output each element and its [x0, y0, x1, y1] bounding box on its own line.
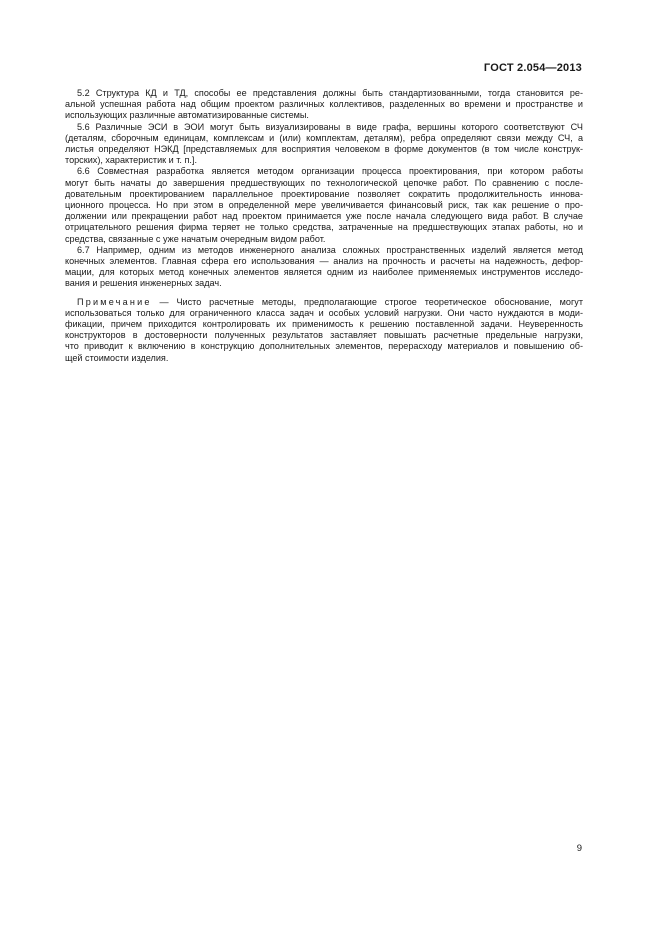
- text-line: средства, связанные с уже начатым очередным видом работ.: [65, 233, 326, 244]
- note-text: Чисто расчетные методы, предполагающие строгое теоретическое обоснование, могут: [176, 296, 583, 307]
- note-line: фикации, причем приходится контролировать их применимость к решению поставленной задачи. Неуверенность: [65, 319, 583, 330]
- text-line: конечных элементов. Главная сфера его использования — анализ на прочность и расчеты на надежность, дефор-: [65, 256, 583, 267]
- paragraph-5-6: [65, 121, 583, 167]
- paragraph-6-7: [65, 244, 583, 290]
- note-line: использоваться только для ограниченного класса задач и особых условий нагрузки. Они часто нуждаются в моди-: [65, 307, 583, 318]
- text-line: (деталям, сборочным единицам, комплексам и (или) комплектам, деталям), ребра определяют связи между СЧ, а: [65, 132, 583, 143]
- text-line: 6.6 Совместная разработка является методом организации процесса проектирования, при котором работы: [77, 166, 583, 177]
- text-line: листья определяют НЭКД [представляемых для восприятия человеком в форме документов (в том числе конструк-: [65, 144, 583, 155]
- document-body: [65, 88, 583, 364]
- text-line: 5.2 Структура КД и ТД, способы ее представления должны быть стандартизованными, тогда становится ре-: [77, 88, 583, 98]
- text-line: отрицательного решения фирма теряет не только средства, затраченные на предшествующих этапах работы, но и: [65, 222, 583, 233]
- paragraph-6-6: [65, 166, 583, 244]
- text-line: ционного процесса. Но при этом в определенной мере увеличивается финансовый риск, так как решение о про-: [65, 200, 583, 211]
- text-line: мации, для которых метод конечных элементов является одним из наиболее применяемых инструментов исследо-: [65, 267, 583, 278]
- note-label: Примечание: [77, 296, 152, 307]
- text-line: должении или прекращении работ над проектом принимается уже после начала следующего вида работ. В случае: [65, 211, 583, 222]
- text-line: могут быть начаты до завершения предшествующих по технологической цепочке работ. По сравнению с после-: [65, 177, 583, 188]
- text-line: торских), характеристик и т. п.].: [65, 155, 197, 166]
- paragraph-5-2: [65, 88, 583, 122]
- text-line: 6.7 Например, одним из методов инженерного анализа сложных пространственных изделий является метод: [77, 244, 583, 255]
- note-first-line: [77, 297, 583, 308]
- note-block: [65, 296, 583, 364]
- page-number: 9: [576, 843, 582, 854]
- note-dash: —: [151, 296, 177, 307]
- text-line: использующих различные автоматизированные системы.: [65, 110, 309, 121]
- text-line: альной успешная работа над общим проектом различных коллективов, разделенных во времени и пространстве и: [65, 99, 583, 110]
- text-line: вания и решения инженерных задач.: [65, 278, 222, 289]
- note-line: щей стоимости изделия.: [65, 352, 169, 363]
- text-line: 5.6 Различные ЭСИ в ЭОИ могут быть визуализированы в виде графа, вершины которого соответствуют СЧ: [77, 121, 583, 132]
- text-line: довательным проектированием параллельное проектирование позволяет сократить продолжительность иннова-: [65, 188, 583, 199]
- document-code: ГОСТ 2.054—2013: [483, 62, 582, 74]
- note-line: конструкторов в достоверности полученных результатов заставляет повышать расчетные предельные нагрузки,: [65, 330, 583, 341]
- note-line: что приводит к включению в конструкцию дополнительных элементов, перерасходу материалов и повышению об-: [65, 341, 583, 352]
